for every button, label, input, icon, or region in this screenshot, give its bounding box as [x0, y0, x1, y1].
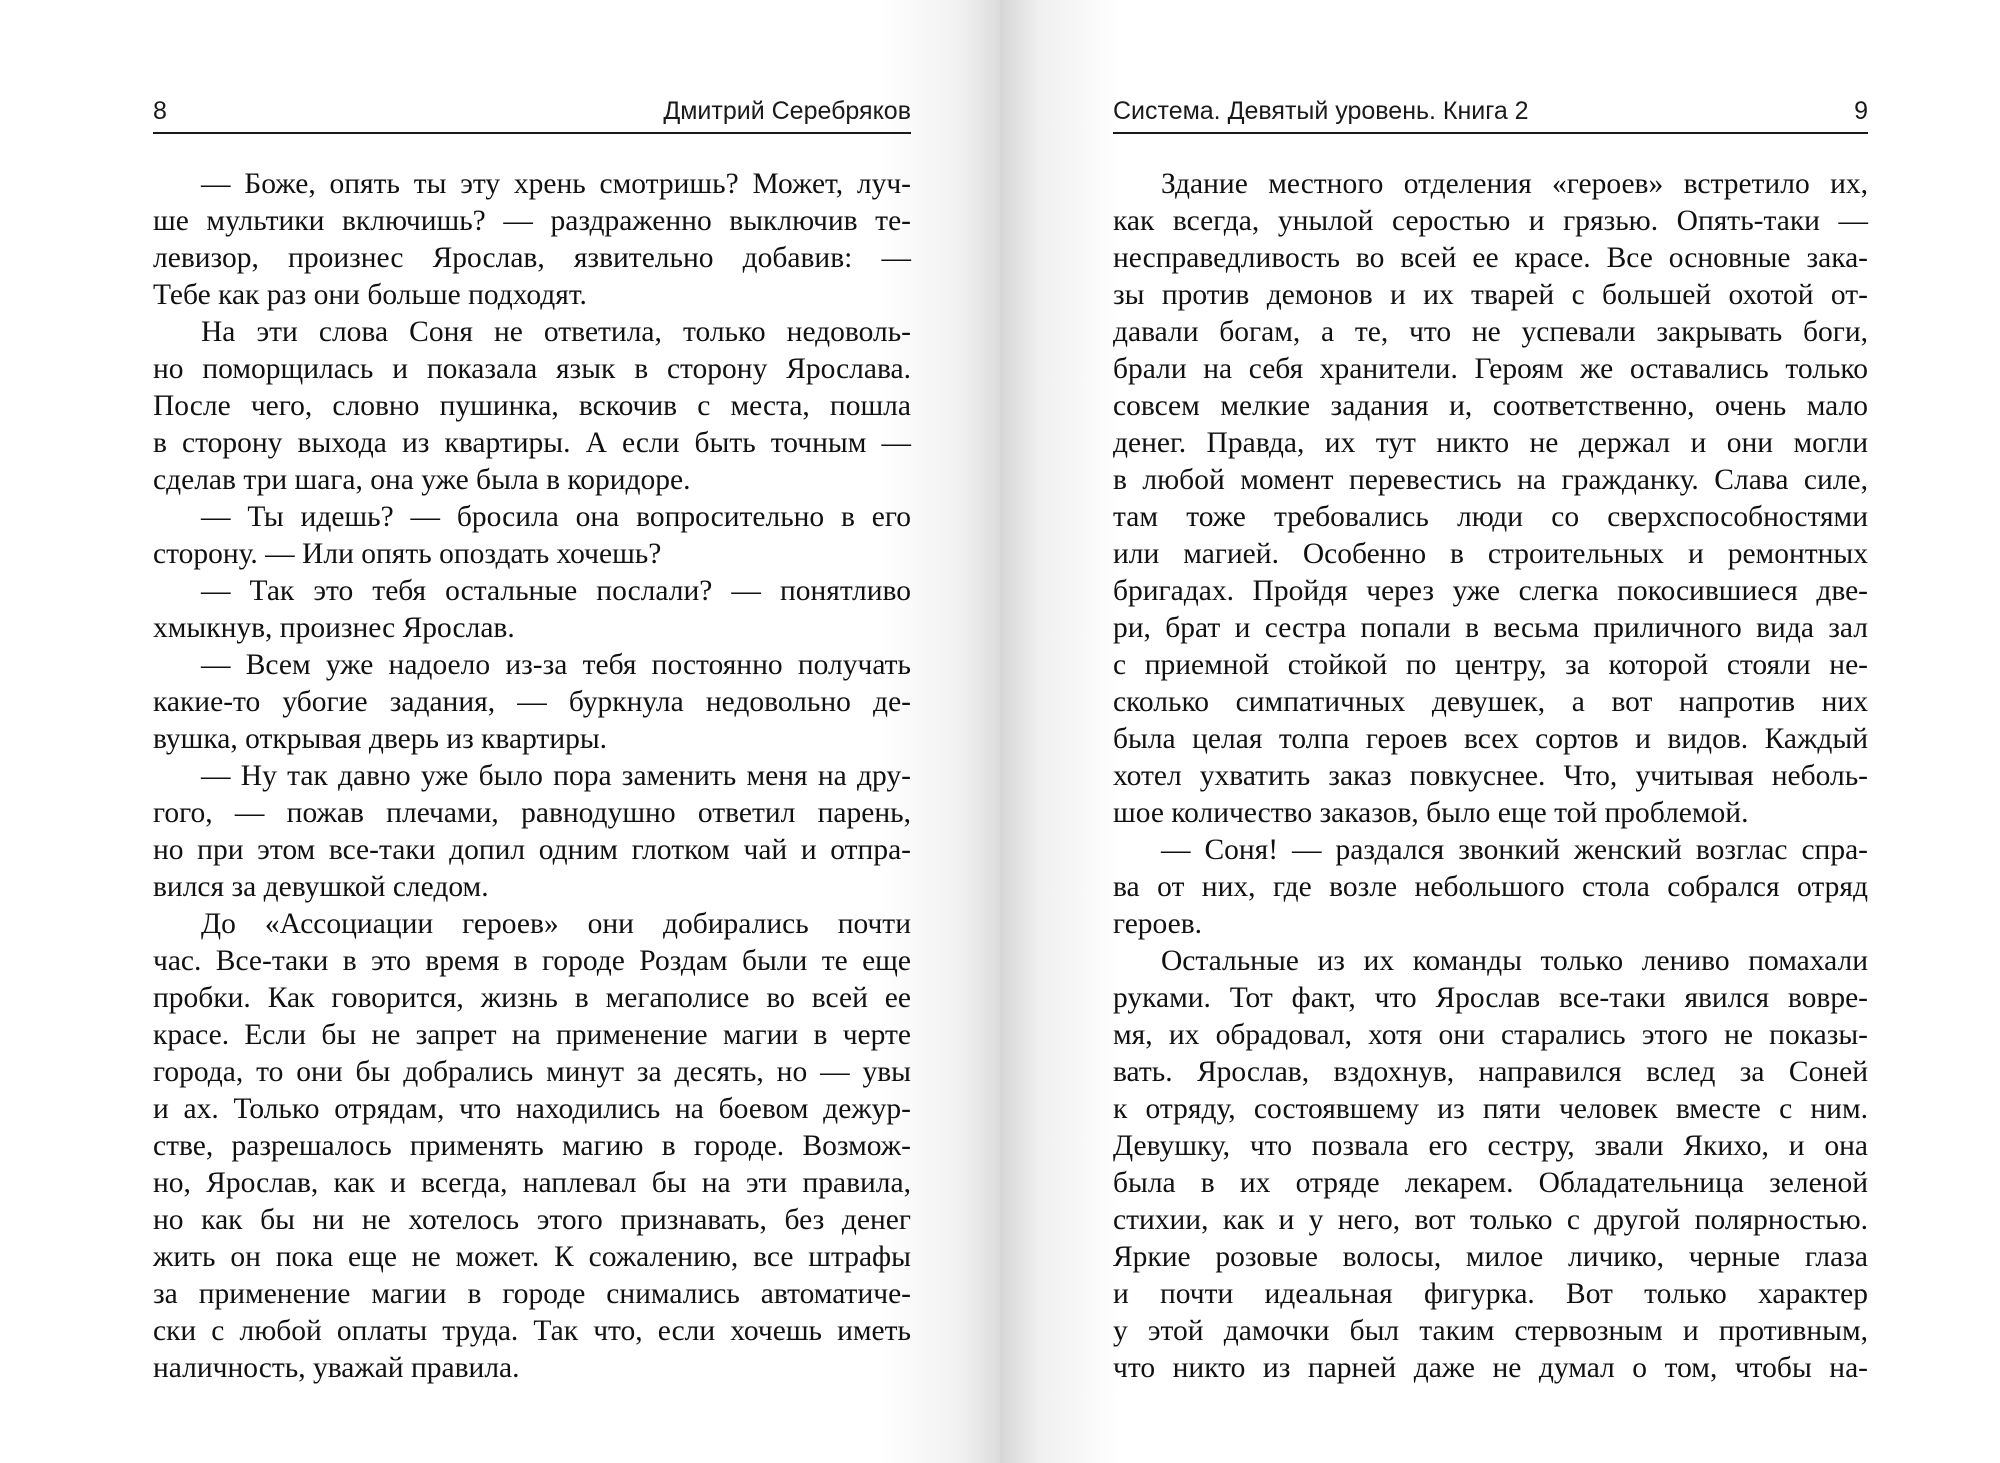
text-line: — Ты идешь? — бросила она вопросительно в его: [201, 501, 911, 533]
text-line: руками. Тот факт, что Ярослав все-таки явился вовре-: [1113, 982, 1868, 1014]
left-page-body: [153, 166, 911, 1387]
running-head-author: Дмитрий Серебряков: [663, 97, 911, 125]
text-line: ски с любой оплаты труда. Так что, если хочешь иметь: [153, 1315, 911, 1347]
text-line: Остальные из их команды только лениво помахали: [1161, 945, 1868, 977]
text-line: как всегда, унылой серостью и грязью. Опять-таки —: [1113, 205, 1868, 237]
text-line: какие-то убогие задания, — буркнула недовольно де-: [153, 686, 911, 718]
text-line: была в их отряде лекарем. Обладательница зеленой: [1113, 1167, 1868, 1199]
page-number: 8: [153, 97, 167, 125]
text-line: там тоже требовались люди со сверхспособностями: [1113, 501, 1868, 533]
text-line: брали на себя хранители. Героям же оставались только: [1113, 353, 1868, 385]
text-line: и ах. Только отрядам, что находились на боевом дежур-: [153, 1093, 911, 1125]
text-line: стве, разрешалось применять магию в городе. Возмож-: [153, 1130, 911, 1162]
text-line: и почти идеальная фигурка. Вот только характер: [1113, 1278, 1868, 1310]
text-line: шое количество заказов, было еще той проблемой.: [1113, 797, 1749, 829]
text-line: совсем мелкие задания и, соответственно, очень мало: [1113, 390, 1868, 422]
running-head-title: Система. Девятый уровень. Книга 2: [1113, 97, 1529, 125]
text-line: хмыкнув, произнес Ярослав.: [153, 612, 515, 644]
text-line: Яркие розовые волосы, милое личико, черные глаза: [1113, 1241, 1868, 1273]
text-line: — Так это тебя остальные послали? — понятливо: [201, 575, 911, 607]
text-line: за применение магии в городе снимались автоматиче-: [153, 1278, 911, 1310]
text-line: вился за девушкой следом.: [153, 871, 489, 903]
text-line: была целая толпа героев всех сортов и видов. Каждый: [1113, 723, 1868, 755]
text-line: вать. Ярослав, вздохнув, направился вслед за Соней: [1113, 1056, 1868, 1088]
text-line: — Соня! — раздался звонкий женский возглас спра-: [1161, 834, 1868, 866]
text-line: После чего, словно пушинка, вскочив с места, пошла: [153, 390, 911, 422]
text-line: сделав три шага, она уже была в коридоре.: [153, 464, 691, 496]
text-line: давали богам, а те, что не успевали закрывать боги,: [1113, 316, 1868, 348]
text-line: или магией. Особенно в строительных и ремонтных: [1113, 538, 1868, 570]
text-line: Тебе как раз они больше подходят.: [153, 279, 587, 311]
text-line: ва от них, где возле небольшого стола собрался отряд: [1113, 871, 1868, 903]
text-line: гого, — пожав плечами, равнодушно ответил парень,: [153, 797, 911, 829]
text-line: к отряду, состоявшему из пяти человек вместе с ним.: [1113, 1093, 1868, 1125]
text-line: в любой момент перевестись на гражданку. Слава силе,: [1113, 464, 1868, 496]
text-line: — Всем уже надоело из-за тебя постоянно получать: [201, 649, 911, 681]
text-line: На эти слова Соня не ответила, только недоволь-: [201, 316, 911, 348]
text-line: вушка, открывая дверь из квартиры.: [153, 723, 608, 755]
text-line: — Ну так давно уже было пора заменить меня на дру-: [201, 760, 911, 792]
text-line: жить он пока еще не может. К сожалению, все штрафы: [153, 1241, 911, 1273]
text-line: несправедливость во всей ее красе. Все основные зака-: [1113, 242, 1868, 274]
text-line: наличность, уважай правила.: [153, 1352, 520, 1384]
text-line: сторону. — Или опять опоздать хочешь?: [153, 538, 662, 570]
text-line: но поморщилась и показала язык в сторону Ярослава.: [153, 353, 911, 385]
text-line: ри, брат и сестра попали в весьма приличного вида зал: [1113, 612, 1868, 644]
text-line: красе. Если бы не запрет на применение магии в черте: [153, 1019, 911, 1051]
text-line: сколько симпатичных девушек, а вот напротив них: [1113, 686, 1868, 718]
right-page-header: [1113, 94, 1868, 134]
text-line: До «Ассоциации героев» они добирались почти: [201, 908, 911, 940]
text-line: в сторону выхода из квартиры. А если быть точным —: [153, 427, 911, 459]
text-line: хотел ухватить заказ повкуснее. Что, учитывая неболь-: [1113, 760, 1868, 792]
text-line: но как бы ни не хотелось этого признавать, без денег: [153, 1204, 911, 1236]
page-number: 9: [1854, 97, 1868, 125]
text-line: денег. Правда, их тут никто не держал и они могли: [1113, 427, 1868, 459]
text-line: пробки. Как говорится, жизнь в мегаполисе во всей ее: [153, 982, 911, 1014]
text-line: героев.: [1113, 908, 1203, 940]
text-line: Здание местного отделения «героев» встретило их,: [1161, 168, 1868, 200]
right-page: [1000, 0, 2000, 1463]
text-line: но при этом все-таки допил одним глотком чай и отпра-: [153, 834, 911, 866]
text-line: с приемной стойкой по центру, за которой стояли не-: [1113, 649, 1868, 681]
text-line: час. Все-таки в это время в городе Роздам были те еще: [153, 945, 911, 977]
text-line: Девушку, что позвала его сестру, звали Якихо, и она: [1113, 1130, 1868, 1162]
text-line: мя, их обрадовал, хотя они старались этого не показы-: [1113, 1019, 1868, 1051]
text-line: но, Ярослав, как и всегда, наплевал бы на эти правила,: [153, 1167, 911, 1199]
right-page-body: [1113, 166, 1868, 1387]
text-line: что никто из парней даже не думал о том, чтобы на-: [1113, 1352, 1868, 1384]
text-line: бригадах. Пройдя через уже слегка покосившиеся две-: [1113, 575, 1868, 607]
text-line: стихии, как и у него, вот только с другой полярностью.: [1113, 1204, 1868, 1236]
text-line: ше мультики включишь? — раздраженно выключив те-: [153, 205, 911, 237]
text-line: левизор, произнес Ярослав, язвительно добавив: —: [153, 242, 911, 274]
text-line: — Боже, опять ты эту хрень смотришь? Может, луч-: [201, 168, 911, 200]
left-page-header: [153, 94, 911, 134]
text-line: у этой дамочки был таким стервозным и противным,: [1113, 1315, 1868, 1347]
text-line: города, то они бы добрались минут за десять, но — увы: [153, 1056, 911, 1088]
text-line: зы против демонов и их тварей с большей охотой от-: [1113, 279, 1868, 311]
